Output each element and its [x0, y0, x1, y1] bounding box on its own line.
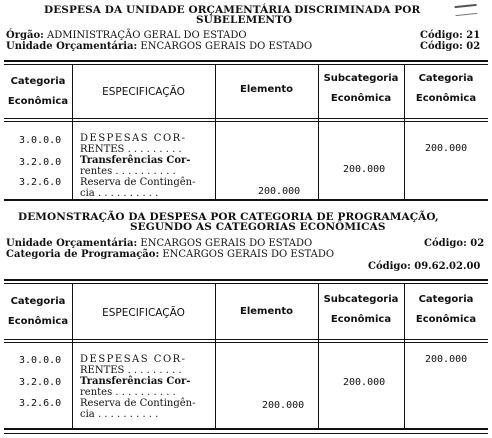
- section2-unidade-label: Unidade Orçamentária:: [6, 238, 138, 249]
- section2-unidade-code: Código: 02: [424, 238, 485, 249]
- section2-unidade-line: [6, 238, 312, 249]
- table1-code-1: 3.0.0.0: [19, 135, 62, 146]
- table1-header-rule-inner: [4, 121, 488, 122]
- programacao-code: Código: 09.62.02.00: [368, 261, 481, 272]
- table2-subcategoria-value: 200.000: [343, 377, 386, 388]
- table1-header-elemento: Elemento: [239, 84, 293, 95]
- table2-header-rule: [4, 339, 488, 340]
- table1-top-rule: [4, 60, 488, 62]
- table2-categoria-value: 200.000: [425, 354, 468, 365]
- table2-code-1: 3.0.0.0: [19, 355, 62, 366]
- table2-top-rule-inner: [4, 283, 488, 284]
- table2-header-subcategoria: Subcategoria Econômica: [323, 294, 399, 325]
- table1-header-subcategoria: Subcategoria Econômica: [323, 73, 399, 104]
- table2-specification: DESPESAS COR- RENTES . . . . . . . . . Transferências Cor- rentes . . . . . . . . . . Reserva de Contingên- cia . . . . . . . . . .: [80, 354, 196, 420]
- table2-elemento-value: 200.000: [262, 400, 305, 411]
- programacao-line: [6, 249, 334, 260]
- table2-header-categoria-economica: Categoria Econômica: [415, 294, 477, 325]
- table1-bottom-rule: [4, 199, 488, 201]
- table1-specification: DESPESAS COR- RENTES . . . . . . . . . Transferências Cor- rentes . . . . . . . . . . Reserva de Contingên- cia . . . . . . . . . .: [80, 133, 196, 199]
- table2-header-rule-inner: [4, 342, 488, 343]
- table1-header-especificacao: ESPECIFICAÇÃO: [102, 86, 185, 98]
- orgao-label: Órgão:: [6, 30, 44, 41]
- table1-elemento-value: 200.000: [258, 186, 301, 197]
- table1-header-categoria-economica: Categoria Econômica: [415, 73, 477, 104]
- table2-col-divider-2: [215, 283, 216, 428]
- table2-header-categoria: Categoria Econômica: [7, 296, 69, 327]
- table1-code-2: 3.2.0.0: [19, 157, 62, 168]
- section1-title-line2: SUBELEMENTO: [196, 14, 293, 26]
- unidade-code: Código: 02: [420, 41, 481, 52]
- unidade-line: [6, 41, 312, 52]
- table2-code-3: 3.2.6.0: [19, 398, 62, 409]
- unidade-value: ENCARGOS GERAIS DO ESTADO: [140, 41, 313, 52]
- section2-unidade-value: ENCARGOS GERAIS DO ESTADO: [140, 238, 313, 249]
- table2-top-rule: [4, 279, 488, 281]
- orgao-line: [6, 30, 247, 41]
- table2-header-elemento: Elemento: [239, 306, 293, 317]
- table2-code-2: 3.2.0.0: [19, 377, 62, 388]
- table2-header-especificacao: ESPECIFICAÇÃO: [102, 307, 185, 319]
- table1-subcategoria-value: 200.000: [343, 164, 386, 175]
- table1-col-divider-1: [72, 64, 73, 199]
- table2-col-divider-1: [72, 283, 73, 428]
- programacao-value: ENCARGOS GERAIS DO ESTADO: [162, 249, 335, 260]
- table1-header-categoria: Categoria Econômica: [7, 76, 69, 107]
- orgao-code: Código: 21: [420, 30, 481, 41]
- table1-header-rule: [4, 118, 488, 119]
- table2-bottom-rule-inner: [4, 433, 488, 434]
- section2-title-line2: SEGUNDO AS CATEGORIAS ECONÔMICAS: [130, 221, 386, 233]
- unidade-label: Unidade Orçamentária:: [6, 41, 138, 52]
- table2-bottom-rule: [4, 428, 488, 430]
- table1-categoria-value: 200.000: [425, 143, 468, 154]
- orgao-value: ADMINISTRAÇÃO GERAL DO ESTADO: [47, 30, 247, 41]
- table1-top-rule-inner: [4, 64, 488, 65]
- section2-title-line1: DEMONSTRAÇÃO DA DESPESA POR CATEGORIA DE PROGRAMAÇÃO,: [18, 211, 439, 223]
- programacao-label: Categoria de Programação:: [6, 249, 160, 260]
- section1-title-line1: DESPESA DA UNIDADE ORÇAMENTÁRIA DISCRIMINADA POR: [44, 4, 421, 16]
- page-stamp-mark: [455, 4, 478, 16]
- table1-code-3: 3.2.6.0: [19, 177, 62, 188]
